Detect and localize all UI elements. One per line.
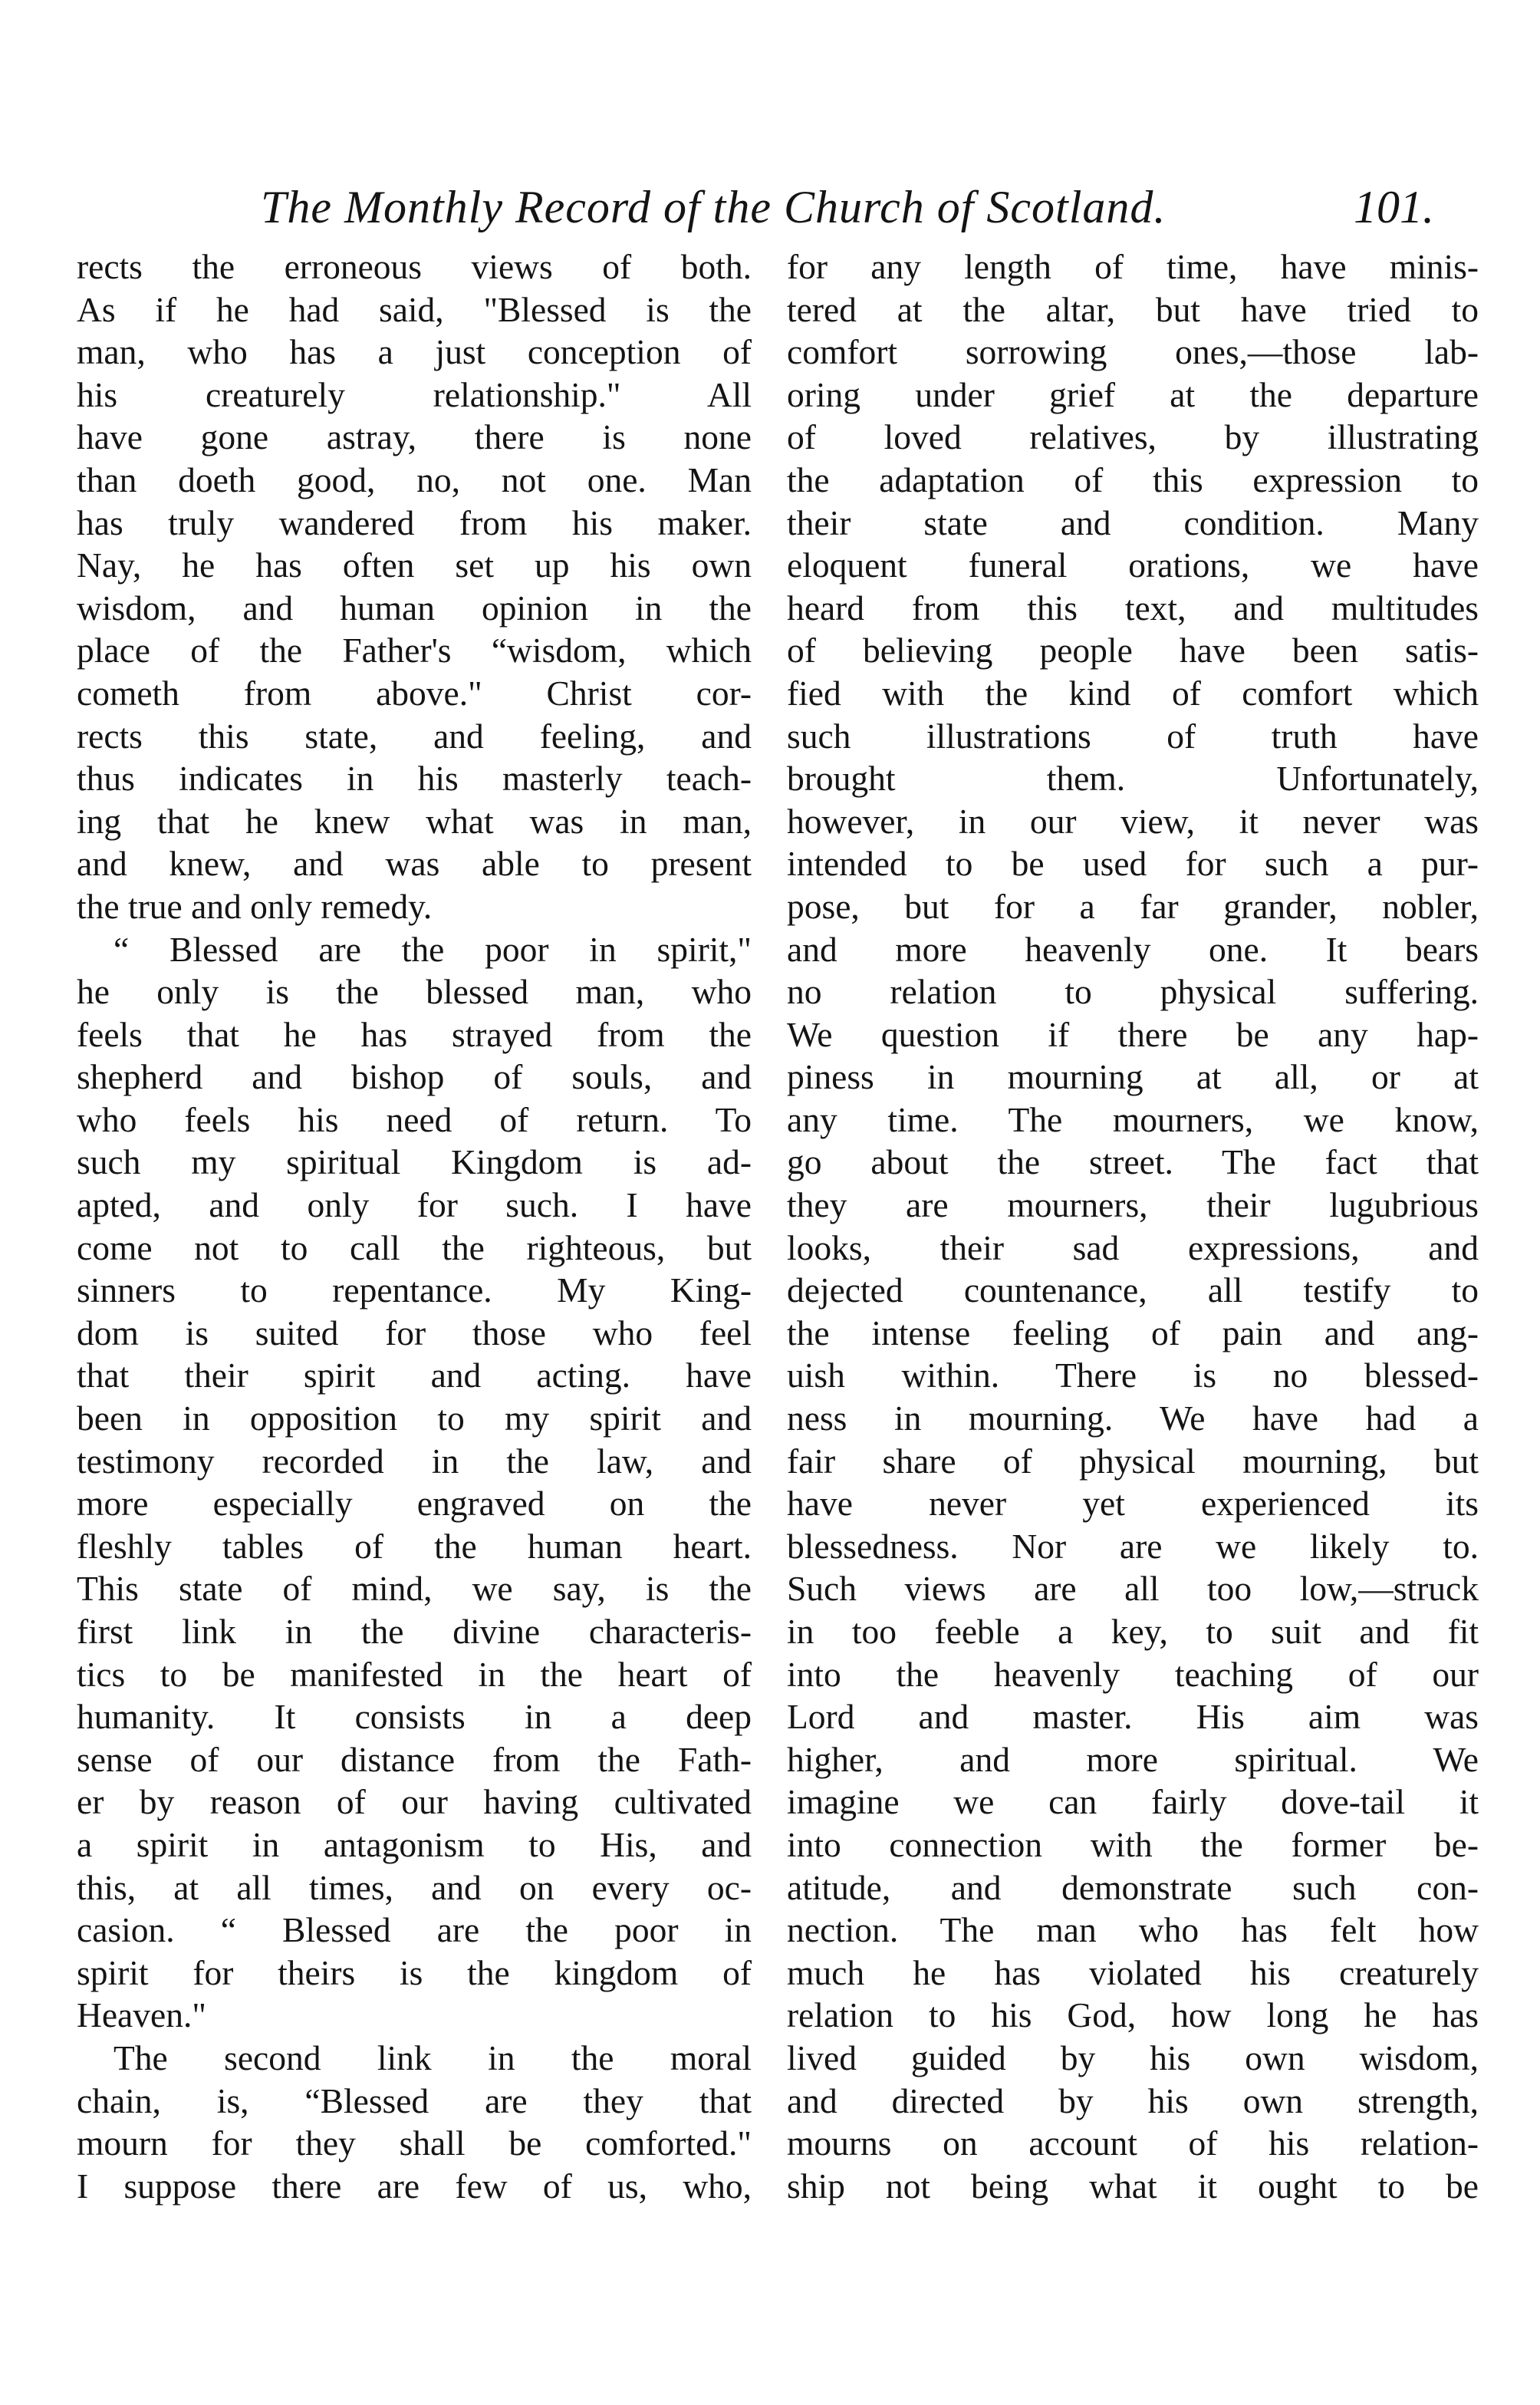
text-line: first link in the divine characteris- (77, 1612, 752, 1651)
text-line: the intense feeling of pain and ang- (787, 1313, 1479, 1352)
text-line: I suppose there are few of us, who, (77, 2166, 752, 2206)
text-line: much he has violated his creaturely (787, 1952, 1479, 1992)
text-line: fied with the kind of comfort which (787, 673, 1479, 713)
text-line: in too feeble a key, to suit and fit (787, 1612, 1479, 1651)
text-line: this, at all times, and on every oc- (77, 1867, 752, 1907)
text-line: have never yet experienced its (787, 1484, 1479, 1524)
text-line: his creaturely relationship." All (77, 374, 752, 414)
text-line: chain, is, “Blessed are they that (77, 2080, 752, 2120)
text-line: for any length of time, have minis- (787, 247, 1479, 286)
text-line: heard from this text, and multitudes (787, 588, 1479, 628)
text-line: such my spiritual Kingdom is ad- (77, 1142, 752, 1182)
text-line: Nay, he has often set up his own (77, 545, 752, 585)
text-line: have gone astray, there is none (77, 417, 752, 457)
text-line: As if he had said, "Blessed is the (77, 289, 752, 329)
text-line: apted, and only for such. I have (77, 1185, 752, 1225)
text-line: the adaptation of this expression to (787, 460, 1479, 499)
text-line: testimony recorded in the law, and (77, 1441, 752, 1481)
text-line: any time. The mourners, we know, (787, 1099, 1479, 1139)
text-line: mourn for they shall be comforted." (77, 2123, 752, 2163)
page-header (176, 181, 1434, 242)
text-line: into connection with the former be- (787, 1824, 1479, 1864)
text-line: higher, and more spiritual. We (787, 1739, 1479, 1779)
text-line: fair share of physical mourning, but (787, 1441, 1479, 1481)
text-line: atitude, and demonstrate such con- (787, 1867, 1479, 1907)
text-line: Heaven." (77, 1995, 206, 2035)
text-line: a spirit in antagonism to His, and (77, 1824, 752, 1864)
text-line: pose, but for a far grander, nobler, (787, 886, 1479, 926)
text-line: no relation to physical suffering. (787, 972, 1479, 1012)
text-line: humanity. It consists in a deep (77, 1697, 752, 1737)
left-text-column (77, 245, 752, 2207)
text-line: who feels his need of return. To (77, 1099, 752, 1139)
text-line: er by reason of our having cultivated (77, 1782, 752, 1822)
text-line: nection. The man who has felt how (787, 1910, 1479, 1950)
text-line: has truly wandered from his maker. (77, 502, 752, 542)
text-line: eloquent funeral orations, we have (787, 545, 1479, 585)
text-line: Lord and master. His aim was (787, 1697, 1479, 1737)
text-line: ing that he knew what was in man, (77, 801, 752, 841)
text-line: imagine we can fairly dove-tail it (787, 1782, 1479, 1822)
text-line: man, who has a just conception of (77, 332, 752, 372)
text-line: wisdom, and human opinion in the (77, 588, 752, 628)
text-line: been in opposition to my spirit and (77, 1399, 752, 1438)
text-line: sinners to repentance. My King- (77, 1270, 752, 1310)
right-text-column (787, 245, 1479, 2207)
text-line: more especially engraved on the (77, 1484, 752, 1524)
text-line: We question if there be any hap- (787, 1014, 1479, 1054)
text-line: place of the Father's “wisdom, which (77, 631, 752, 670)
text-line: intended to be used for such a pur- (787, 844, 1479, 884)
text-line: casion. “ Blessed are the poor in (77, 1910, 752, 1950)
text-line: The second link in the moral (114, 2038, 752, 2077)
text-line: however, in our view, it never was (787, 801, 1479, 841)
text-line: cometh from above." Christ cor- (77, 673, 752, 713)
text-line: mourns on account of his relation- (787, 2123, 1479, 2163)
text-line: rects this state, and feeling, and (77, 716, 752, 756)
text-line: ship not being what it ought to be (787, 2166, 1479, 2206)
text-line: and more heavenly one. It bears (787, 929, 1479, 969)
text-line: dom is suited for those who feel (77, 1313, 752, 1352)
text-line: such illustrations of truth have (787, 716, 1479, 756)
text-line: oring under grief at the departure (787, 374, 1479, 414)
text-line: shepherd and bishop of souls, and (77, 1057, 752, 1097)
text-line: of loved relatives, by illustrating (787, 417, 1479, 457)
text-line: of believing people have been satis- (787, 631, 1479, 670)
text-line: dejected countenance, all testify to (787, 1270, 1479, 1310)
text-line: piness in mourning at all, or at (787, 1057, 1479, 1097)
text-line: tered at the altar, but have tried to (787, 289, 1479, 329)
text-line: go about the street. The fact that (787, 1142, 1479, 1182)
text-line: their state and condition. Many (787, 502, 1479, 542)
text-line: and knew, and was able to present (77, 844, 752, 884)
text-line: This state of mind, we say, is the (77, 1569, 752, 1609)
text-line: they are mourners, their lugubrious (787, 1185, 1479, 1225)
text-line: tics to be manifested in the heart of (77, 1654, 752, 1694)
text-line: lived guided by his own wisdom, (787, 2038, 1479, 2077)
text-line: blessedness. Nor are we likely to. (787, 1526, 1479, 1566)
text-line: and directed by his own strength, (787, 2080, 1479, 2120)
text-line: come not to call the righteous, but (77, 1227, 752, 1267)
text-line: Such views are all too low,—struck (787, 1569, 1479, 1609)
text-line: brought them. Unfortunately, (787, 759, 1479, 799)
text-line: that their spirit and acting. have (77, 1356, 752, 1395)
text-line: thus indicates in his masterly teach- (77, 759, 752, 799)
text-line: relation to his God, how long he has (787, 1995, 1479, 2035)
text-line: than doeth good, no, not one. Man (77, 460, 752, 499)
text-line: ness in mourning. We have had a (787, 1399, 1479, 1438)
text-line: feels that he has strayed from the (77, 1014, 752, 1054)
running-title: The Monthly Record of the Church of Scotland. (261, 182, 1167, 232)
text-line: comfort sorrowing ones,—those lab- (787, 332, 1479, 372)
text-line: rects the erroneous views of both. (77, 247, 752, 286)
text-line: “ Blessed are the poor in spirit," (114, 929, 752, 969)
text-line: into the heavenly teaching of our (787, 1654, 1479, 1694)
text-line: uish within. There is no blessed- (787, 1356, 1479, 1395)
text-line: fleshly tables of the human heart. (77, 1526, 752, 1566)
text-line: he only is the blessed man, who (77, 972, 752, 1012)
text-line: sense of our distance from the Fath- (77, 1739, 752, 1779)
text-line: the true and only remedy. (77, 886, 433, 926)
text-line: looks, their sad expressions, and (787, 1227, 1479, 1267)
page-number: 101. (1354, 182, 1434, 232)
text-line: spirit for theirs is the kingdom of (77, 1952, 752, 1992)
